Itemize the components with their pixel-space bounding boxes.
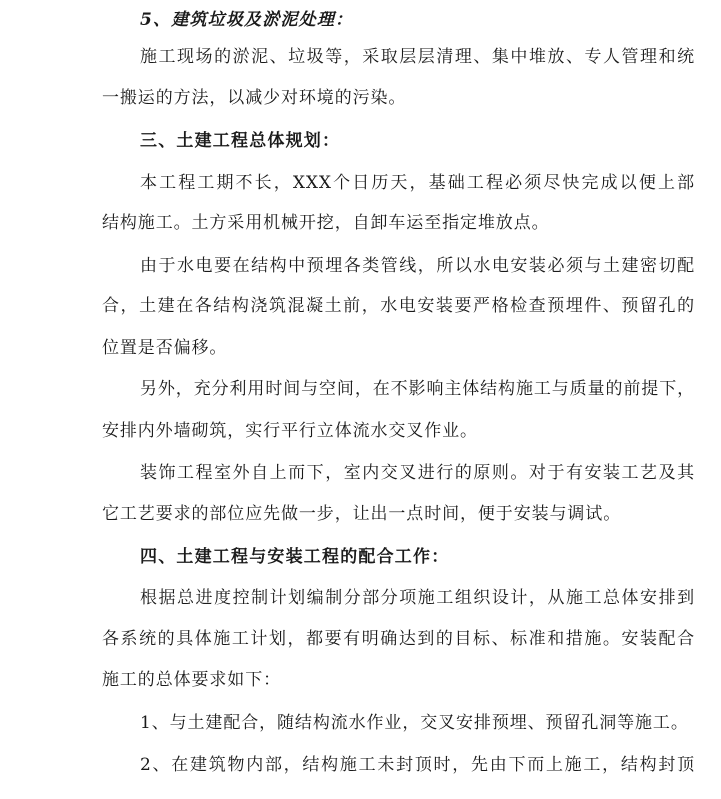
section-4-item-2: 2、在建筑物内部，结构施工未封顶时，先由下而上施工，结构封顶: [140, 755, 695, 775]
section-3-para-2-line-1: 由于水电要在结构中预埋各类管线，所以水电安装必须与土建密切配: [140, 256, 695, 276]
section-3-heading: 三、土建工程总体规划：: [140, 131, 341, 151]
section-3-para-2-line-2: 合，土建在各结构浇筑混凝土前，水电安装要严格检查预埋件、预留孔的: [102, 296, 695, 316]
section-4-para-1-line-1: 根据总进度控制计划编制分部分项施工组织设计，从施工总体安排到: [140, 588, 695, 608]
section-4-para-1-line-3: 施工的总体要求如下：: [102, 670, 281, 690]
section-3-para-4-line-2: 它工艺要求的部位应先做一步，让出一点时间，便于安装与调试。: [102, 504, 622, 524]
section-3-para-4-line-1: 装饰工程室外自上而下，室内交叉进行的原则。对于有安装工艺及其: [140, 463, 695, 483]
section-4-heading: 四、土建工程与安装工程的配合工作：: [140, 547, 450, 567]
section-5-line-1: 施工现场的淤泥、垃圾等，采取层层清理、集中堆放、专人管理和统: [140, 47, 695, 67]
section-5-line-2: 一搬运的方法，以减少对环境的污染。: [102, 88, 407, 108]
section-3-para-3-line-1: 另外，充分利用时间与空间，在不影响主体结构施工与质量的前提下，: [140, 379, 695, 399]
section-3-para-3-line-2: 安排内外墙砌筑，实行平行立体流水交叉作业。: [102, 421, 478, 441]
section-3-para-1-line-2: 结构施工。土方采用机械开挖，自卸车运至指定堆放点。: [102, 213, 550, 233]
section-5-heading: 5、建筑垃圾及淤泥处理：: [140, 10, 354, 30]
section-4-item-1: 1、与土建配合，随结构流水作业，交叉安排预埋、预留孔洞等施工。: [140, 713, 689, 733]
section-4-para-1-line-2: 各系统的具体施工计划，都要有明确达到的目标、标准和措施。安装配合: [102, 629, 695, 649]
section-3-para-1-line-1: 本工程工期不长，XXX个日历天，基础工程必须尽快完成以便上部: [140, 173, 695, 193]
section-3-para-2-line-3: 位置是否偏移。: [102, 338, 228, 358]
